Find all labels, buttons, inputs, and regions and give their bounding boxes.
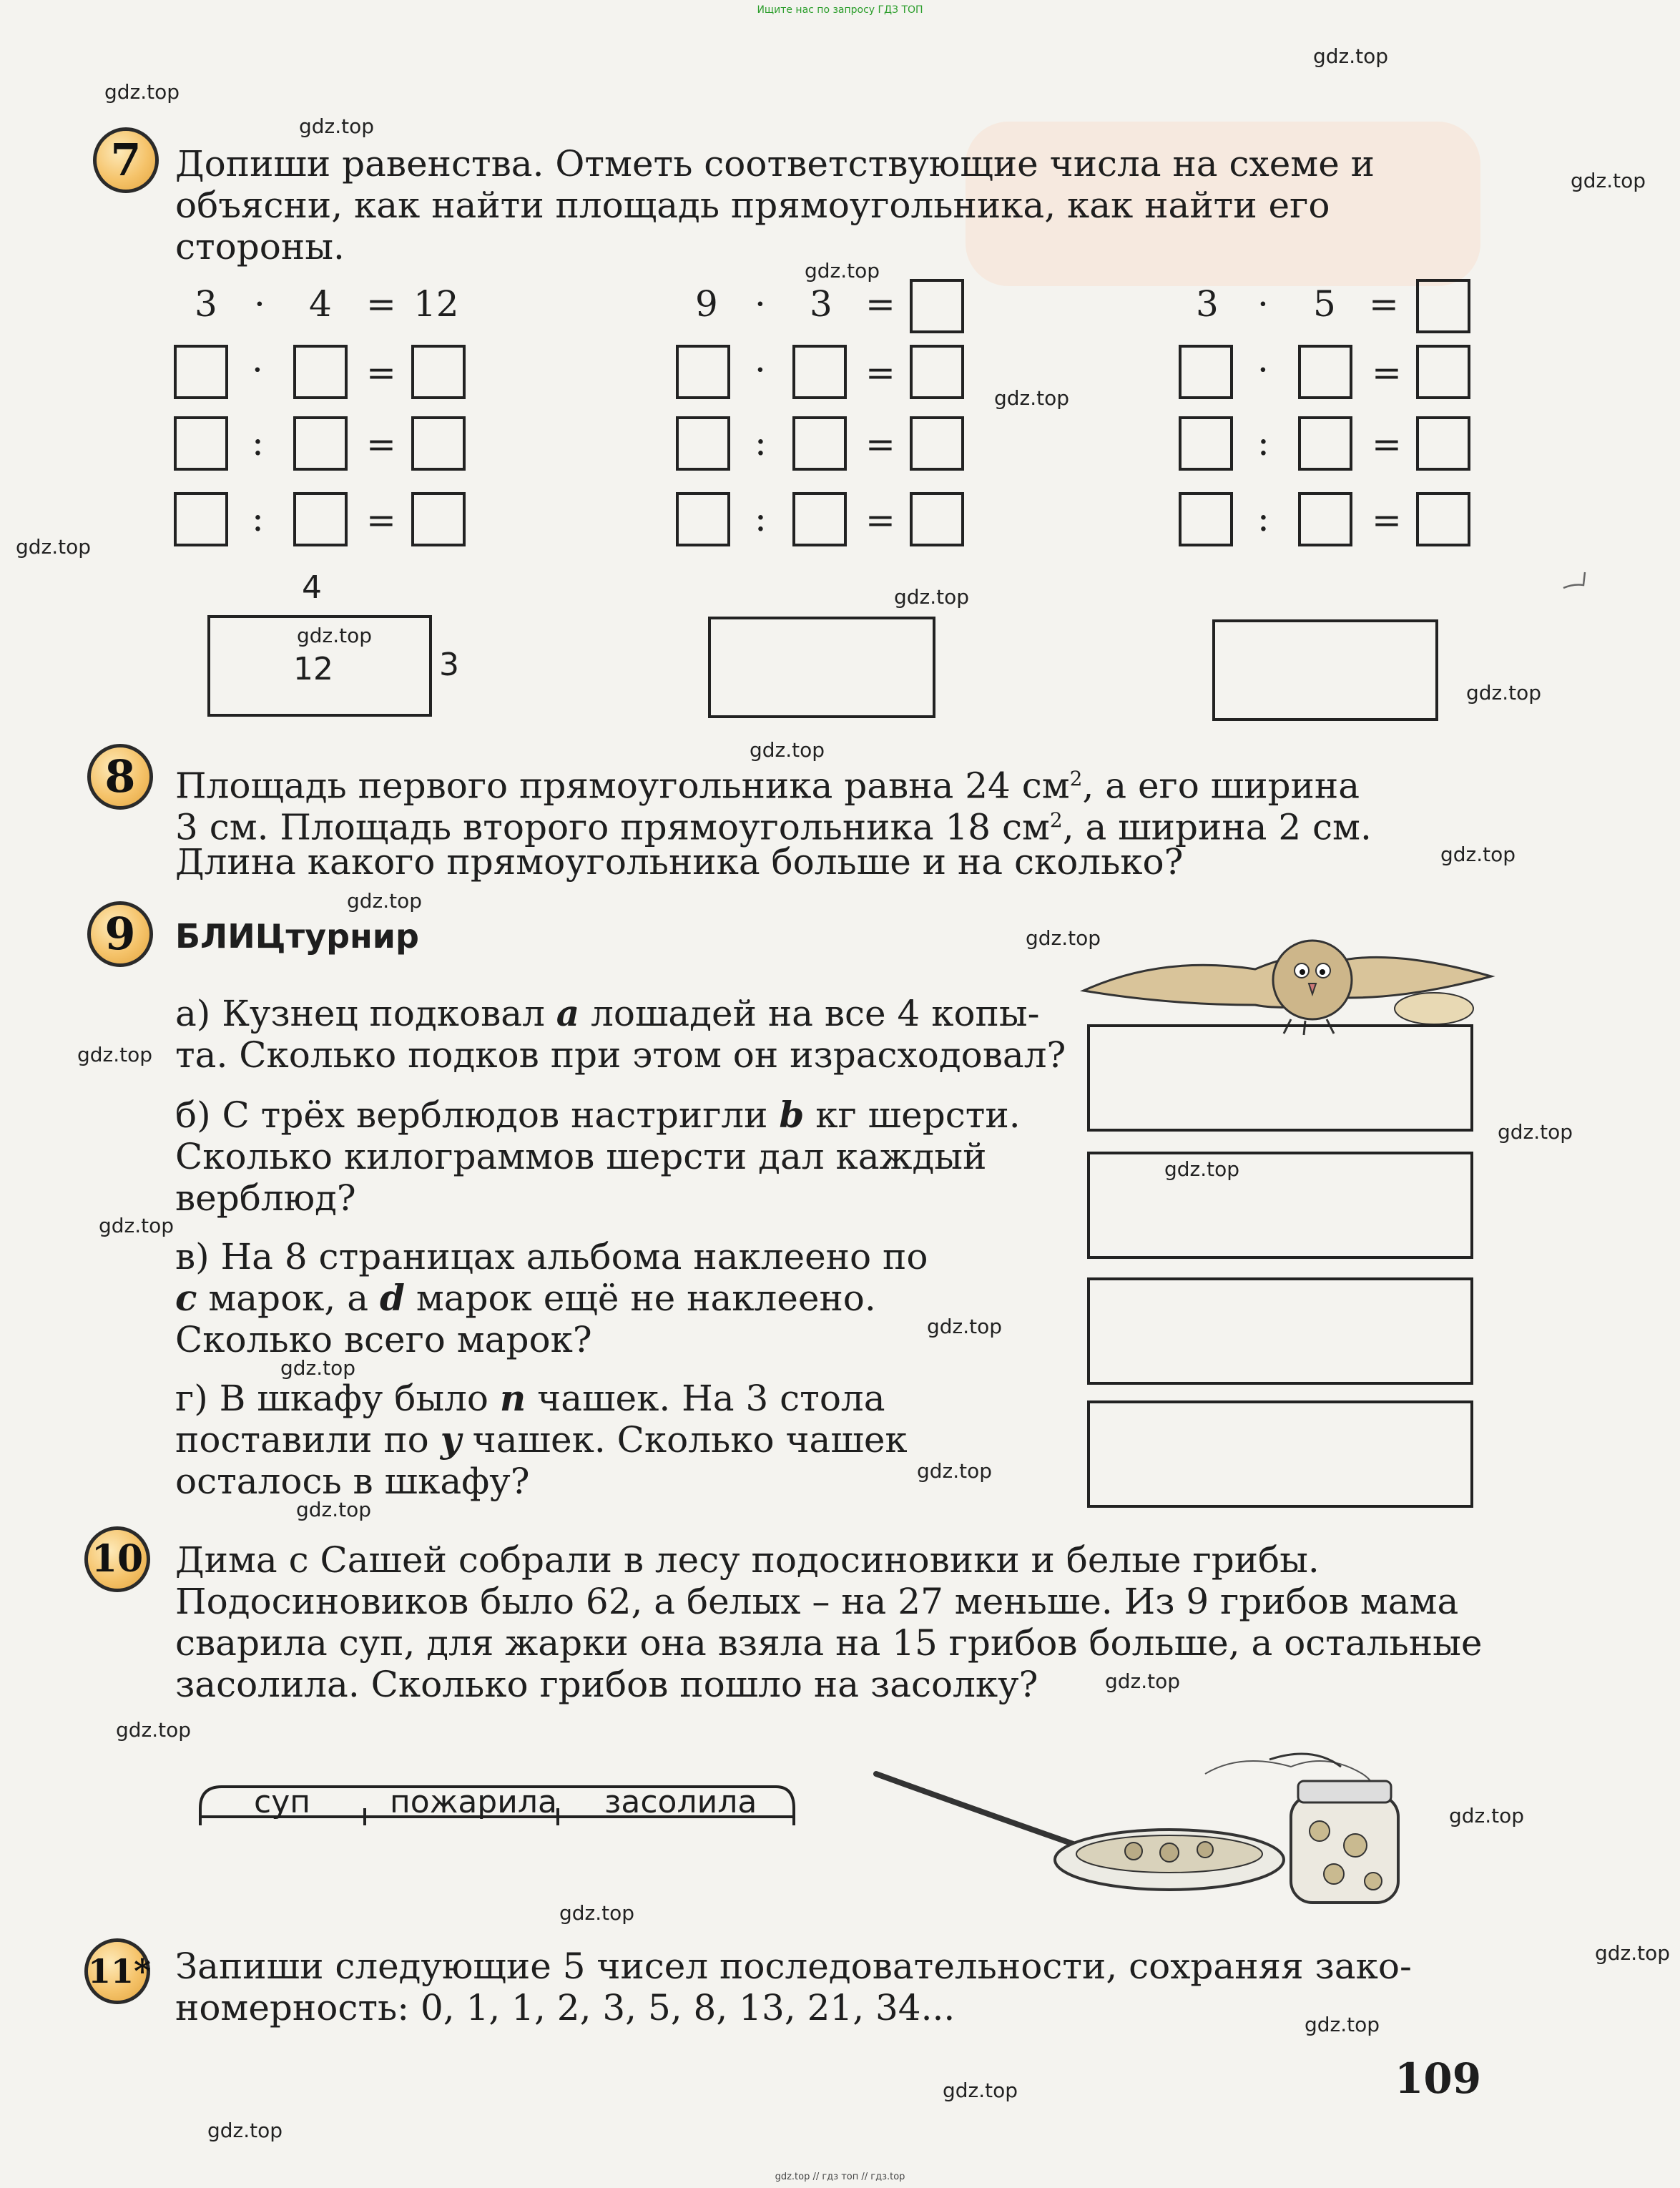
watermark: gdz.top <box>1305 2013 1380 2036</box>
segment-label-salted: засолила <box>604 1784 757 1820</box>
watermark: gdz.top <box>16 535 92 559</box>
eq-sign: = <box>865 499 895 541</box>
watermark: gdz.top <box>1449 1804 1525 1828</box>
task-9a-text-2: лошадей на все 4 копы- <box>591 993 1040 1034</box>
watermark: gdz.top <box>116 1718 192 1742</box>
watermark: gdz.top <box>280 1356 356 1380</box>
watermark: gdz.top <box>1466 681 1542 705</box>
variable-d: d <box>379 1277 405 1319</box>
rect1-top-label: 4 <box>302 569 322 606</box>
task-9d-text-4: чашек. Сколько чашек <box>472 1419 908 1461</box>
watermark: gdz.top <box>1105 1669 1181 1693</box>
answer-box[interactable] <box>676 345 730 399</box>
task-7-line-3: стороны. <box>175 226 345 268</box>
col3-eq: = <box>1369 283 1399 325</box>
eq-sign: = <box>1372 423 1402 465</box>
col3-a: 3 <box>1196 283 1219 325</box>
watermark: gdz.top <box>297 624 373 647</box>
col1-a: 3 <box>195 283 217 325</box>
eq-sign: = <box>366 499 396 541</box>
watermark: gdz.top <box>943 2079 1018 2102</box>
answer-box[interactable] <box>1179 416 1233 471</box>
task-9a-line-2: та. Сколько подков при этом он израсходовал? <box>175 1034 1066 1076</box>
task-8-line-2-b: , а ширина 2 см. <box>1062 806 1372 848</box>
answer-box[interactable] <box>293 345 348 399</box>
header-note: Ищите нас по запросу ГДЗ ТОП <box>757 4 923 16</box>
variable-c: c <box>175 1277 197 1319</box>
segment-label-fried: пожарила <box>390 1784 557 1820</box>
task-8-line-1-a: Площадь первого прямоугольника равна 24 см <box>175 765 1070 807</box>
task-10-line-2: Подосиновиков было 62, а белых – на 27 меньше. Из 9 грибов мама <box>175 1581 1459 1622</box>
answer-box[interactable] <box>411 416 466 471</box>
watermark: gdz.top <box>1026 926 1101 950</box>
variable-n: n <box>499 1377 526 1419</box>
task-10-line-1: Дима с Сашей собрали в лесу подосиновики и белые грибы. <box>175 1539 1320 1581</box>
answer-box[interactable] <box>910 492 964 546</box>
answer-box[interactable] <box>411 345 466 399</box>
watermark: gdz.top <box>207 2119 283 2142</box>
col2-mul: · <box>755 283 766 325</box>
answer-box[interactable] <box>1416 416 1470 471</box>
rect1-side-label: 3 <box>439 647 459 683</box>
owl-illustration-icon <box>1076 926 1498 1041</box>
answer-box[interactable] <box>174 416 228 471</box>
answer-box[interactable] <box>676 492 730 546</box>
col1-c: 12 <box>413 283 459 325</box>
variable-b: b <box>779 1094 805 1136</box>
col3-b: 5 <box>1313 283 1336 325</box>
task-9-title: БЛИЦтурнир <box>175 917 419 956</box>
answer-box[interactable] <box>174 492 228 546</box>
answer-box[interactable] <box>174 345 228 399</box>
task-9a-text: а) Кузнец подковал <box>175 993 545 1034</box>
watermark: gdz.top <box>1498 1120 1573 1144</box>
watermark: gdz.top <box>994 386 1070 410</box>
task-9c-line-3: Сколько всего марок? <box>175 1319 592 1360</box>
col2-a: 9 <box>695 283 718 325</box>
task-9b-text-2: кг шерсти. <box>815 1094 1021 1136</box>
task-9c-text-2: марок, а <box>208 1277 369 1319</box>
watermark: gdz.top <box>750 738 825 762</box>
eq-sign: = <box>1372 499 1402 541</box>
div-sign: : <box>252 498 264 539</box>
watermark: gdz.top <box>917 1459 993 1483</box>
watermark: gdz.top <box>559 1901 635 1925</box>
variable-a: a <box>556 992 580 1034</box>
col1-mul: · <box>254 283 265 325</box>
variable-y: y <box>440 1418 461 1461</box>
eq-sign: = <box>865 423 895 465</box>
div-sign: : <box>755 498 767 539</box>
watermark: gdz.top <box>104 80 180 104</box>
segment-label-soup: суп <box>254 1784 310 1820</box>
answer-box[interactable] <box>676 416 730 471</box>
task-11-line-2: номерность: 0, 1, 1, 2, 3, 5, 8, 13, 21, 34... <box>175 1987 956 2028</box>
task-8-number: 8 <box>87 744 153 810</box>
answer-box[interactable] <box>792 416 847 471</box>
answer-box[interactable] <box>1298 345 1352 399</box>
col2-eq: = <box>865 283 895 325</box>
watermark: gdz.top <box>894 585 970 609</box>
col1-b: 4 <box>309 283 332 325</box>
answer-box[interactable] <box>293 416 348 471</box>
superscript: 2 <box>1049 808 1063 832</box>
div-sign: : <box>252 422 264 463</box>
task-11-line-1: Запиши следующие 5 чисел последовательности, сохраняя зако- <box>175 1946 1412 1987</box>
superscript: 2 <box>1069 767 1083 790</box>
watermark: gdz.top <box>1164 1157 1240 1181</box>
mul-sign: · <box>252 349 263 391</box>
watermark: gdz.top <box>77 1043 153 1066</box>
eq-sign: = <box>1372 352 1402 393</box>
rect1-inside-label: 12 <box>293 651 333 687</box>
answer-box[interactable] <box>910 416 964 471</box>
task-9d-text: г) В шкафу было <box>175 1378 488 1419</box>
answer-box-9d[interactable] <box>1087 1400 1473 1508</box>
task-9b-line-3: верблюд? <box>175 1177 356 1219</box>
mul-sign: · <box>1257 349 1269 391</box>
task-9d-text-2: чашек. На 3 стола <box>537 1378 885 1419</box>
task-9-number: 9 <box>87 901 153 967</box>
rectangle-scheme-3[interactable] <box>1212 619 1438 721</box>
task-9c-text-3: марок ещё не наклеено. <box>416 1277 876 1319</box>
answer-box[interactable] <box>1179 345 1233 399</box>
answer-box[interactable] <box>1298 492 1352 546</box>
watermark: gdz.top <box>805 259 880 283</box>
watermark: gdz.top <box>1595 1941 1671 1965</box>
eq-sign: = <box>366 423 396 465</box>
task-9d-line-3: осталось в шкафу? <box>175 1461 530 1502</box>
task-9b-text: б) С трёх верблюдов настригли <box>175 1094 768 1136</box>
pencil-mark-icon <box>1559 558 1602 601</box>
answer-box[interactable] <box>293 492 348 546</box>
watermark: gdz.top <box>1440 843 1516 866</box>
task-10-line-4: засолила. Сколько грибов пошло на засолку? <box>175 1664 1038 1705</box>
watermark: gdz.top <box>347 889 423 913</box>
task-7-number: 7 <box>93 127 159 193</box>
pan-and-jar-illustration-icon <box>869 1745 1498 1917</box>
answer-box[interactable] <box>1416 345 1470 399</box>
watermark: gdz.top <box>1313 44 1389 68</box>
col3-mul: · <box>1257 283 1269 325</box>
task-11-number: 11* <box>84 1938 150 2004</box>
answer-box[interactable] <box>1298 416 1352 471</box>
task-8-line-3: Длина какого прямоугольника больше и на сколько? <box>175 841 1184 883</box>
col2-b: 3 <box>810 283 832 325</box>
task-9d-line-2 <box>175 1419 908 1461</box>
answer-box-9c[interactable] <box>1087 1277 1473 1385</box>
answer-box[interactable] <box>792 492 847 546</box>
task-9d-text-3: поставили по <box>175 1419 429 1461</box>
footer-note: gdz.top // гдз топ // гдз.top <box>775 2172 905 2182</box>
answer-box-9a[interactable] <box>1087 1024 1473 1132</box>
answer-box[interactable] <box>1179 492 1233 546</box>
task-8-line-2-a: 3 см. Площадь второго прямоугольника 18 см <box>175 806 1050 848</box>
page-number: 109 <box>1395 2054 1482 2103</box>
task-9b-line-1 <box>175 1094 1021 1136</box>
task-7-line-1: Допиши равенства. Отметь соответствующие числа на схеме и <box>175 143 1375 185</box>
rectangle-scheme-2[interactable] <box>708 617 935 718</box>
col1-eq: = <box>366 283 396 325</box>
answer-box[interactable] <box>910 279 964 333</box>
task-8-line-1-b: , а его ширина <box>1082 765 1360 807</box>
task-9a-line-1 <box>175 993 1040 1034</box>
task-9b-line-2: Сколько килограммов шерсти дал каждый <box>175 1136 987 1177</box>
answer-box[interactable] <box>411 492 466 546</box>
task-9c-line-1: в) На 8 страницах альбома наклеено по <box>175 1236 928 1277</box>
task-10-line-3: сварила суп, для жарки она взяла на 15 грибов больше, а остальные <box>175 1622 1483 1664</box>
watermark: gdz.top <box>296 1498 372 1521</box>
answer-box[interactable] <box>792 345 847 399</box>
answer-box[interactable] <box>1416 279 1470 333</box>
div-sign: : <box>1257 422 1269 463</box>
eq-sign: = <box>865 352 895 393</box>
task-10-number: 10 <box>84 1526 150 1592</box>
task-7-line-2: объясни, как найти площадь прямоугольника, как найти его <box>175 185 1330 226</box>
task-9d-line-1 <box>175 1378 885 1419</box>
watermark: gdz.top <box>99 1214 175 1237</box>
answer-box-9b[interactable] <box>1087 1152 1473 1259</box>
eq-sign: = <box>366 352 396 393</box>
answer-box[interactable] <box>910 345 964 399</box>
answer-box[interactable] <box>1416 492 1470 546</box>
div-sign: : <box>1257 498 1269 539</box>
watermark: gdz.top <box>299 114 375 138</box>
watermark: gdz.top <box>1571 169 1646 192</box>
div-sign: : <box>755 422 767 463</box>
mul-sign: · <box>755 349 766 391</box>
task-9c-line-2 <box>175 1277 876 1319</box>
watermark: gdz.top <box>927 1315 1003 1338</box>
